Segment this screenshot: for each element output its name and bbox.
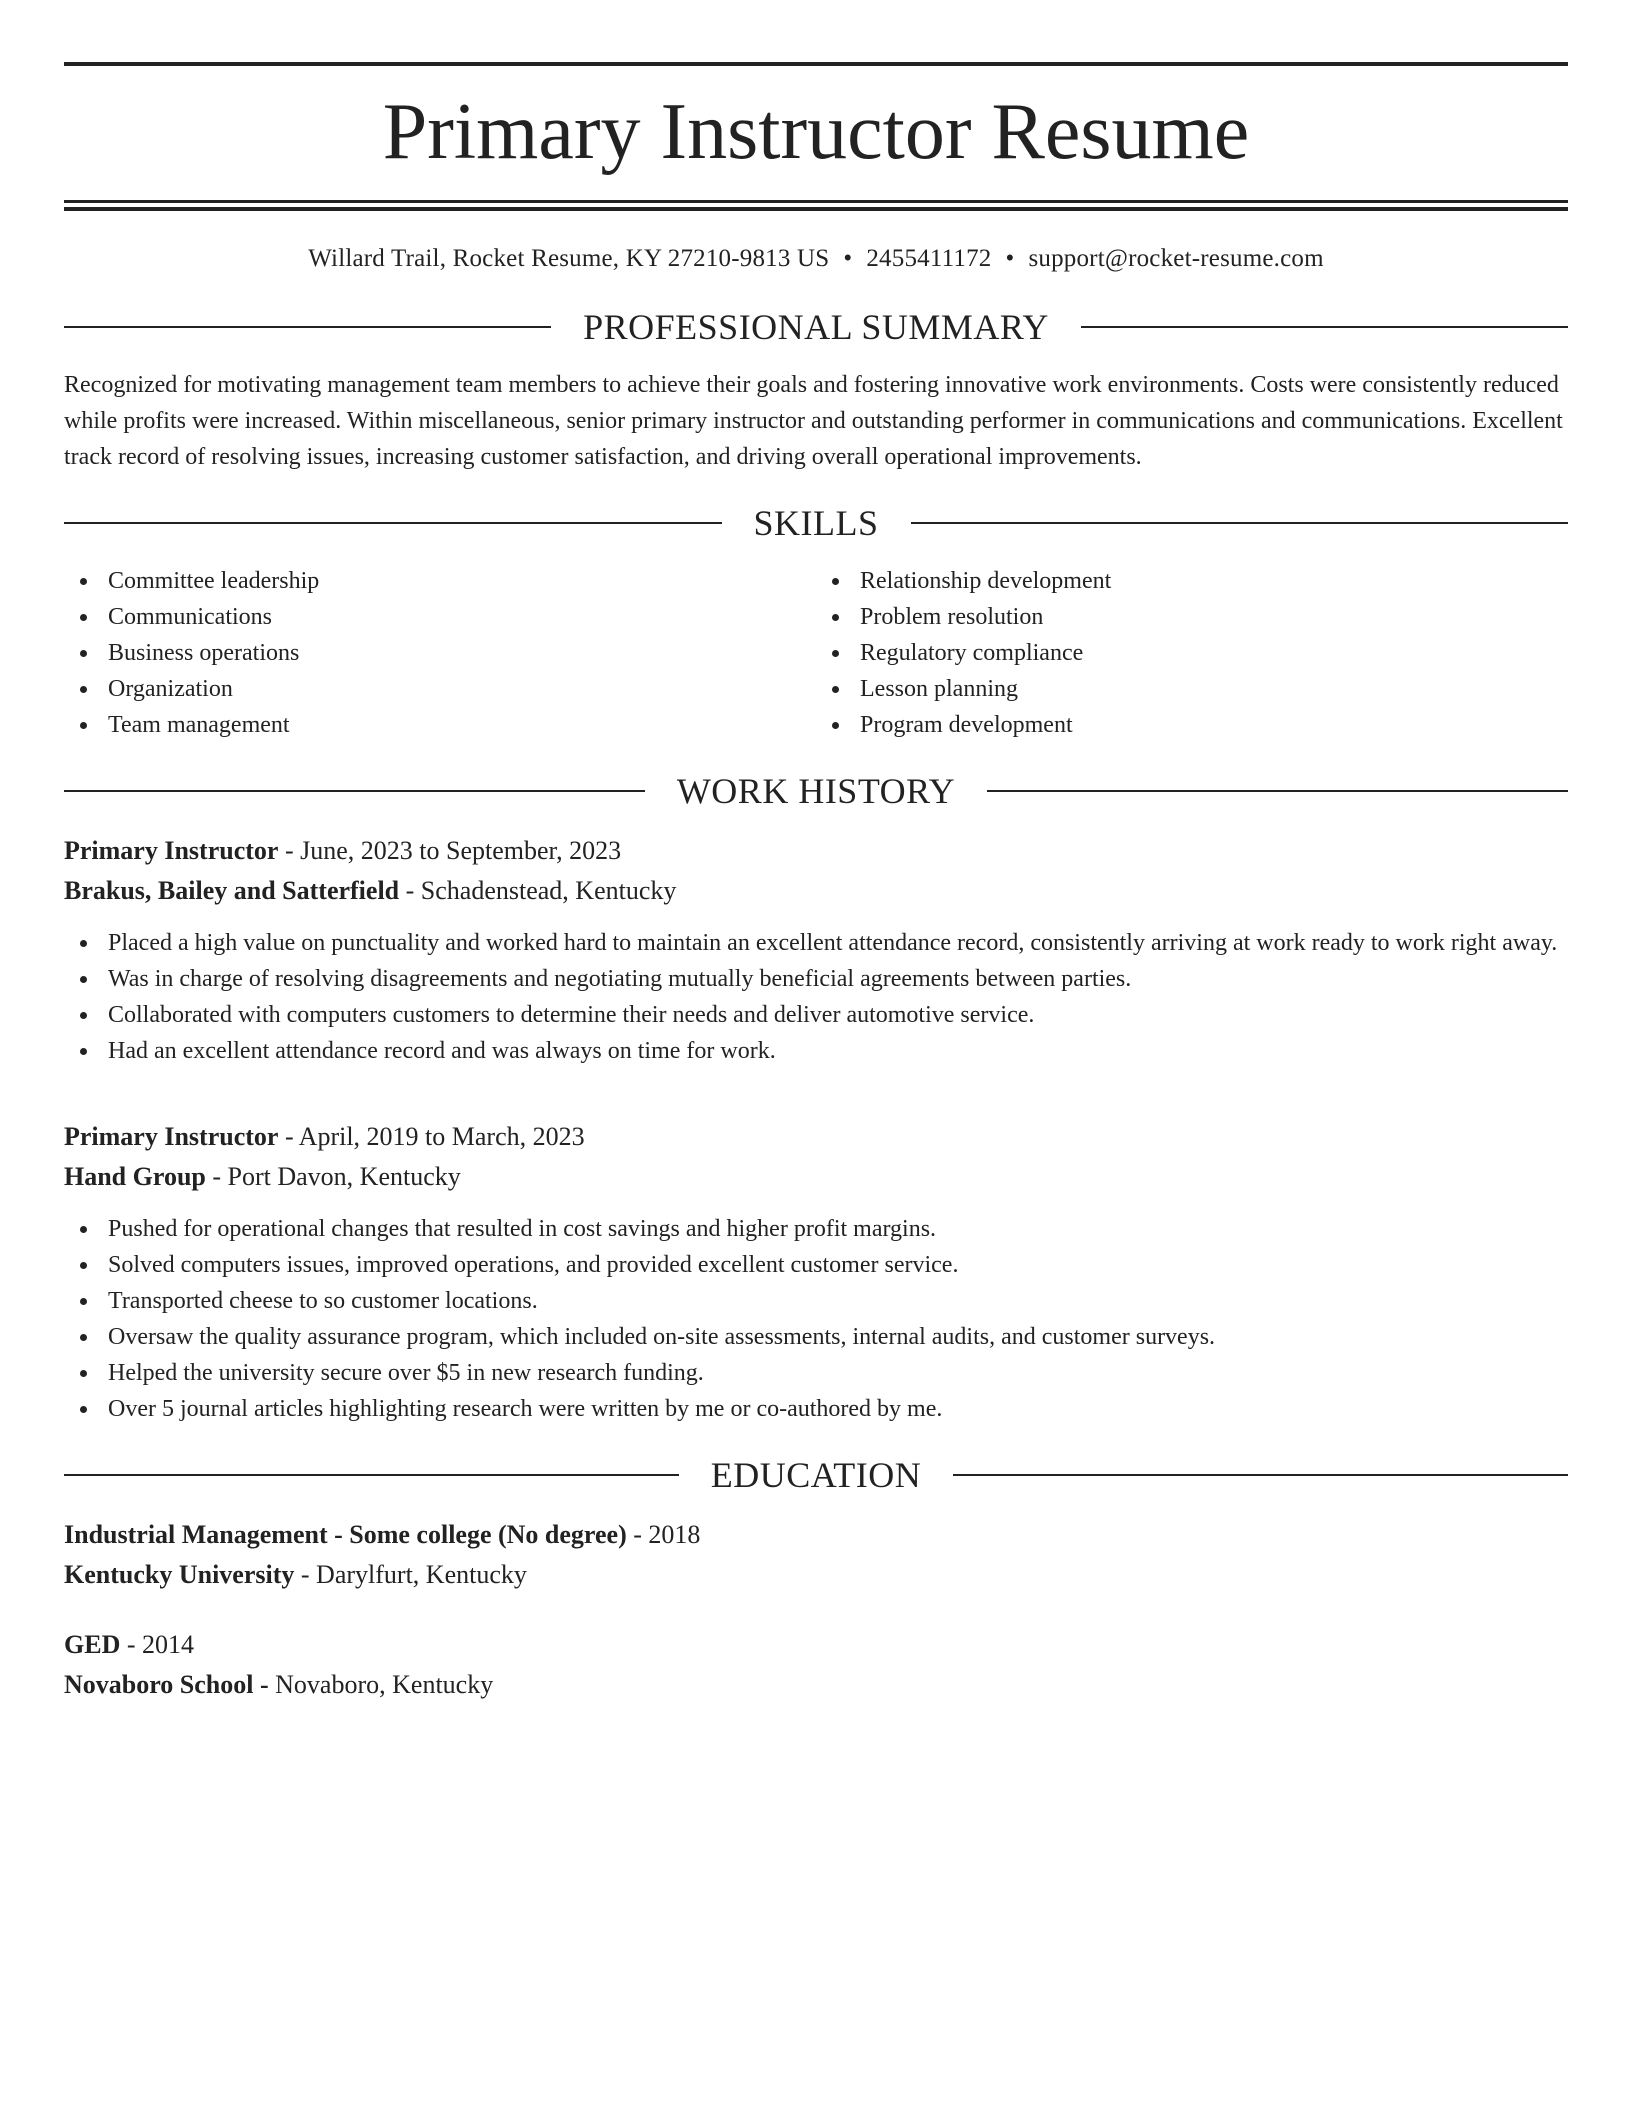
divider-line [64, 522, 722, 524]
skill-item: Committee leadership [64, 563, 816, 599]
education-degree-line [64, 1625, 1568, 1665]
education-location: - Darylfurt, Kentucky [294, 1560, 527, 1589]
contact-address: Willard Trail, Rocket Resume, KY 27210-9813 US [308, 245, 830, 272]
education-degree: Industrial Management - Some college (No degree) [64, 1520, 627, 1549]
job-entry [64, 1117, 1568, 1427]
divider-line [953, 1474, 1568, 1476]
job-bullet: Pushed for operational changes that resulted in cost savings and higher profit margins. [64, 1211, 1568, 1247]
job-bullet: Collaborated with computers customers to determine their needs and deliver automotive service. [64, 997, 1568, 1033]
education-year: - 2014 [120, 1630, 195, 1659]
job-company: Brakus, Bailey and Satterfield [64, 876, 400, 905]
job-entry [64, 831, 1568, 1069]
contact-email: support@rocket-resume.com [1028, 245, 1324, 272]
skills-column-left [64, 563, 816, 743]
divider-line [1081, 326, 1568, 328]
skill-item: Communications [64, 599, 816, 635]
divider-line [64, 1474, 679, 1476]
job-bullet: Had an excellent attendance record and was always on time for work. [64, 1033, 1568, 1069]
divider-line [64, 790, 645, 792]
job-bullets [64, 925, 1568, 1069]
skill-item: Relationship development [816, 563, 1568, 599]
page-title: Primary Instructor Resume [382, 88, 1250, 176]
work-heading-label: WORK HISTORY [676, 771, 956, 811]
education-heading [64, 1457, 1568, 1493]
education-year: - 2018 [626, 1520, 701, 1549]
divider-line [987, 790, 1568, 792]
job-bullet: Oversaw the quality assurance program, which included on-site assessments, internal audits, and customer surveys. [64, 1319, 1568, 1355]
job-location: - Port Davon, Kentucky [205, 1162, 461, 1191]
education-school-line [64, 1555, 1568, 1595]
job-bullet: Was in charge of resolving disagreements and negotiating mutually beneficial agreements between parties. [64, 961, 1568, 997]
education-heading-label: EDUCATION [710, 1455, 922, 1495]
education-entry [64, 1515, 1568, 1595]
skill-item: Regulatory compliance [816, 635, 1568, 671]
education-location: Novaboro, Kentucky [268, 1670, 494, 1699]
education-degree-line [64, 1515, 1568, 1555]
job-bullet: Placed a high value on punctuality and worked hard to maintain an excellent attendance record, consistently arriving at work ready to work right away. [64, 925, 1568, 961]
job-dates: - June, 2023 to September, 2023 [278, 836, 622, 865]
skill-item: Team management [64, 707, 816, 743]
skill-item: Problem resolution [816, 599, 1568, 635]
skill-item: Program development [816, 707, 1568, 743]
job-location: - Schadenstead, Kentucky [399, 876, 677, 905]
job-title: Primary Instructor [64, 1122, 279, 1151]
job-bullet: Over 5 journal articles highlighting research were written by me or co-authored by me. [64, 1391, 1568, 1427]
divider-line [911, 522, 1569, 524]
skill-item: Organization [64, 671, 816, 707]
job-company: Hand Group [64, 1162, 206, 1191]
skills-heading-label: SKILLS [753, 503, 879, 543]
education-school: Kentucky University [64, 1560, 295, 1589]
skills-list [64, 563, 1568, 743]
job-company-line [64, 1157, 1568, 1197]
contact-separator: • [843, 245, 853, 272]
skill-item: Lesson planning [816, 671, 1568, 707]
title-double-rule [64, 200, 1568, 211]
contact-separator: • [1005, 245, 1015, 272]
job-title-line [64, 1117, 1568, 1157]
contact-phone: 2455411172 [866, 245, 992, 272]
job-title: Primary Instructor [64, 836, 279, 865]
education-degree: GED [64, 1630, 121, 1659]
job-bullet: Solved computers issues, improved operations, and provided excellent customer service. [64, 1247, 1568, 1283]
job-title-line [64, 831, 1568, 871]
skills-column-right [816, 563, 1568, 743]
job-company-line [64, 871, 1568, 911]
education-school: Novaboro School - [64, 1670, 269, 1699]
divider-line [64, 326, 551, 328]
contact-line [64, 245, 1568, 273]
skills-heading [64, 505, 1568, 541]
summary-heading-label: PROFESSIONAL SUMMARY [583, 307, 1049, 347]
education-entry [64, 1625, 1568, 1705]
job-bullet: Helped the university secure over $5 in new research funding. [64, 1355, 1568, 1391]
skill-item: Business operations [64, 635, 816, 671]
job-bullet: Transported cheese to so customer locations. [64, 1283, 1568, 1319]
work-heading [64, 773, 1568, 809]
job-dates: - April, 2019 to March, 2023 [278, 1122, 585, 1151]
summary-heading [64, 309, 1568, 345]
summary-text: Recognized for motivating management team members to achieve their goals and fostering innovative work environments. Costs were consistently reduced while profits were increased. Within miscellaneous, senior primary instructor and outstanding performer in communications and communications. Excellent track record of resolving issues, increasing customer satisfaction, and driving overall operational improvements. [64, 372, 1563, 470]
education-school-line [64, 1665, 1568, 1705]
job-bullets [64, 1211, 1568, 1427]
